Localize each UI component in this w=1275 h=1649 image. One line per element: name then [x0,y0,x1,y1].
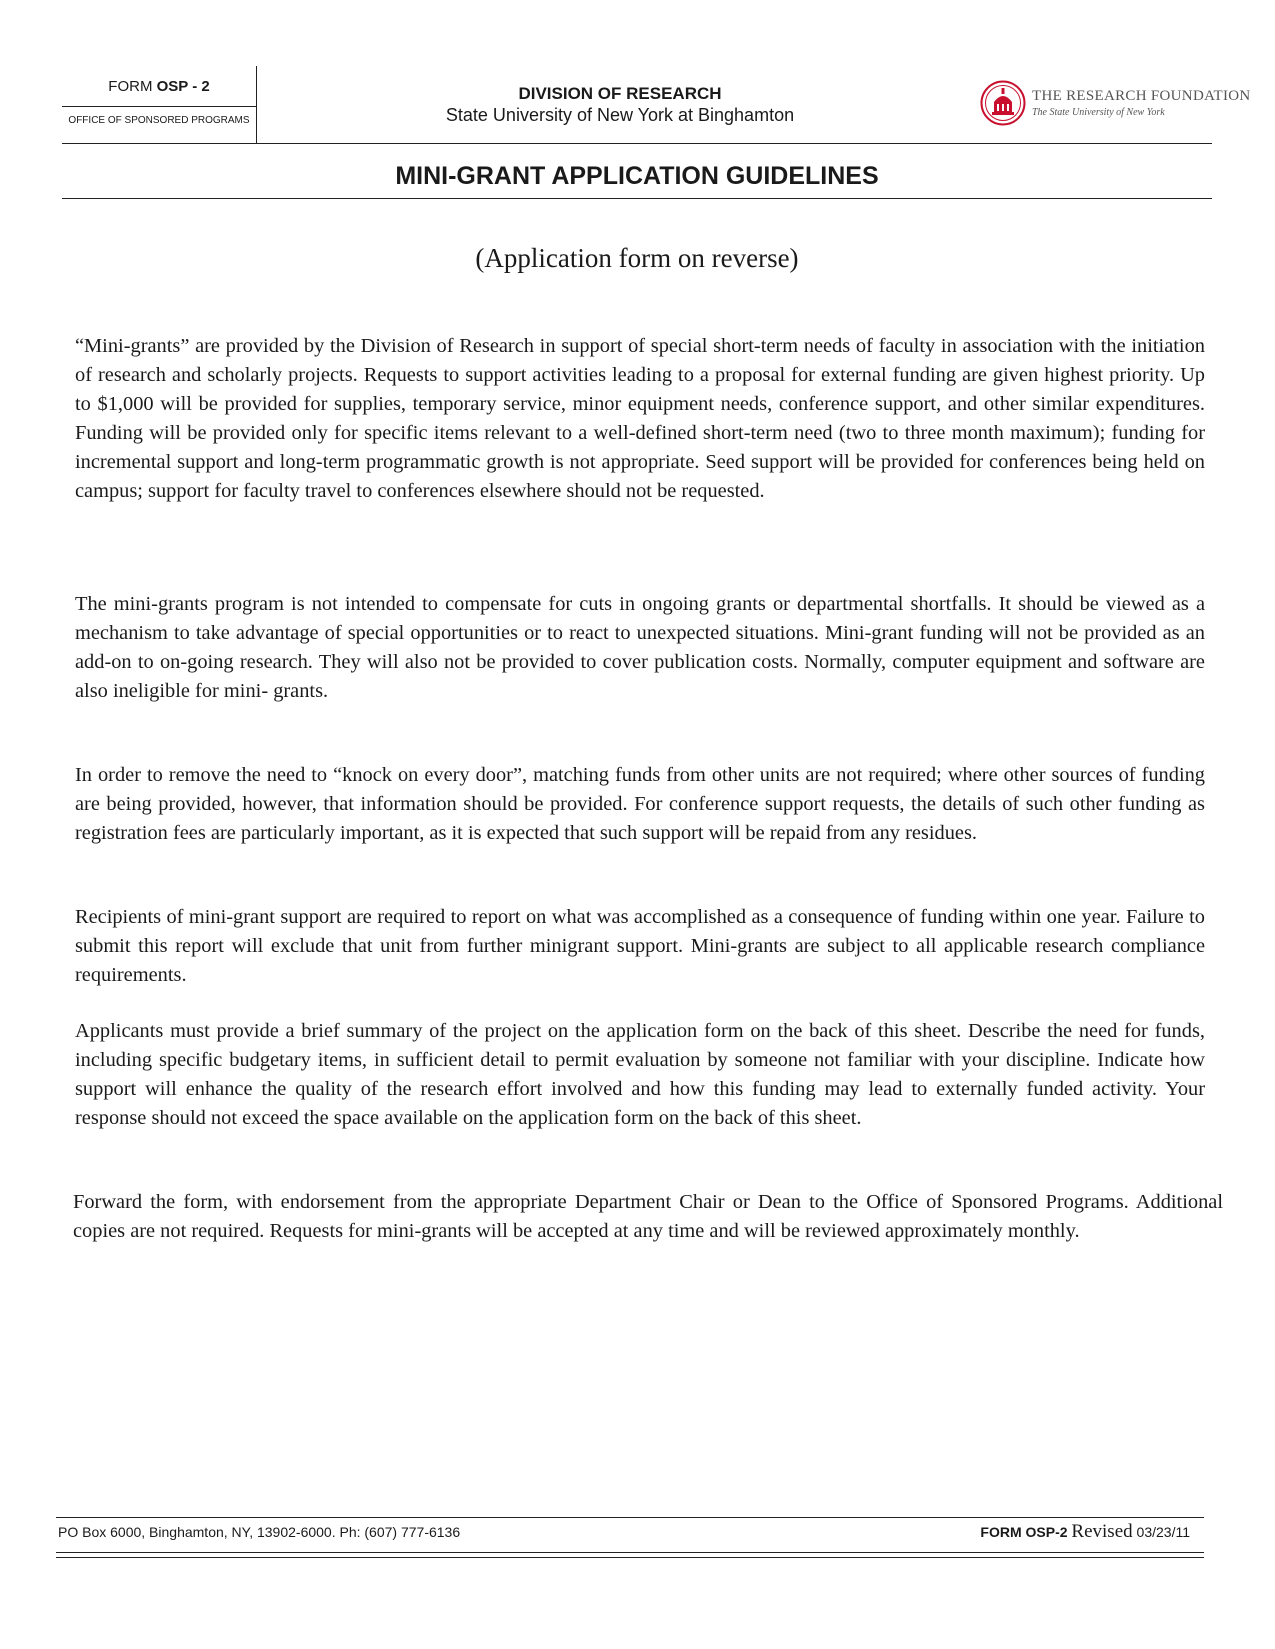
footer-address: PO Box 6000, Binghamton, NY, 13902-6000. Ph: (607) 777-6136 [58,1524,461,1540]
seal-icon [980,80,1026,126]
footer-divider [56,1517,1204,1518]
paragraph-submission: Forward the form, with endorsement from the appropriate Department Chair or Dean to the Office of Sponsored Programs. Additional copies are not required. Requests for mini-grants will be accepted at any time and will be reviewed approximately monthly. [73,1191,1223,1242]
paragraph-application: Applicants must provide a brief summary of the project on the application form on the back of this sheet. Describe the need for funds, including specific budgetary items, in sufficient detail to permit evaluation by someone not familiar with your discipline. Indicate how support will enhance the quality of the research effort involved and how this funding may lead to externally funded activity. Your response should not exceed the space available on the application form on the back of this sheet. [75,1020,1205,1129]
page-title: MINI-GRANT APPLICATION GUIDELINES [395,162,879,190]
paragraph-reporting: Recipients of mini-grant support are required to report on what was accomplished as a consequence of funding within one year. Failure to submit this report will exclude that unit from further minigrant support. Mini-grants are subject to all applicable research compliance requirements. [75,906,1205,986]
header-divider [62,143,1212,144]
footer-form-code: FORM OSP-2 [980,1524,1068,1540]
university-name: State University of New York at Binghamton [445,105,795,125]
paragraph-purpose: “Mini-grants” are provided by the Division of Research in support of special short-term needs of faculty in association with the initiation of research and scholarly projects. Requests to support activities leading to a proposal for external funding are given highest priority. Up to $1,000 will be provided for supplies, temporary service, minor equipment needs, conference support, and other similar expenditures. Funding will be provided only for specific items relevant to a well-defined short-term need (two to three month maximum); funding for incremental support and long-term programmatic growth is not appropriate. Seed support will be provided for conferences being held on campus; support for faculty travel to conferences elsewhere should not be requested. [75,335,1205,502]
footer-revision [980,1521,1190,1543]
page-subtitle: (Application form on reverse) [475,243,799,273]
logo-subtitle: The State University of New York [1032,107,1165,118]
form-label: FORM [108,78,153,95]
form-id [62,78,256,95]
footer-double-rule-bottom [56,1557,1204,1558]
division-name: DIVISION OF RESEARCH [518,84,722,103]
logo-title: THE RESEARCH FOUNDATION [1032,88,1251,104]
paragraph-exclusions: The mini-grants program is not intended to compensate for cuts in ongoing grants or departmental shortfalls. It should be viewed as a mechanism to take advantage of special opportunities or to react to unexpected situations. Mini-grant funding will not be provided as an add-on to on-going research. They will also not be provided to cover publication costs. Normally, computer equipment and software are also ineligible for mini- grants. [75,593,1205,702]
form-id-divider [62,106,256,107]
research-foundation-logo [980,80,1251,128]
form-id-box [62,66,257,144]
office-name: OFFICE OF SPONSORED PROGRAMS [68,115,250,126]
footer-double-rule-top [56,1552,1204,1553]
footer-revised-date: 03/23/11 [1136,1524,1190,1540]
title-divider [62,198,1212,199]
form-code: OSP - 2 [156,78,210,95]
footer-revised-label: Revised [1071,1521,1133,1542]
paragraph-matching-funds: In order to remove the need to “knock on every door”, matching funds from other units are not required; where other sources of funding are being provided, however, that information should be provided. For conference support requests, the details of such other funding as registration fees are particularly important, as it is expected that such support will be repaid from any residues. [75,764,1205,844]
